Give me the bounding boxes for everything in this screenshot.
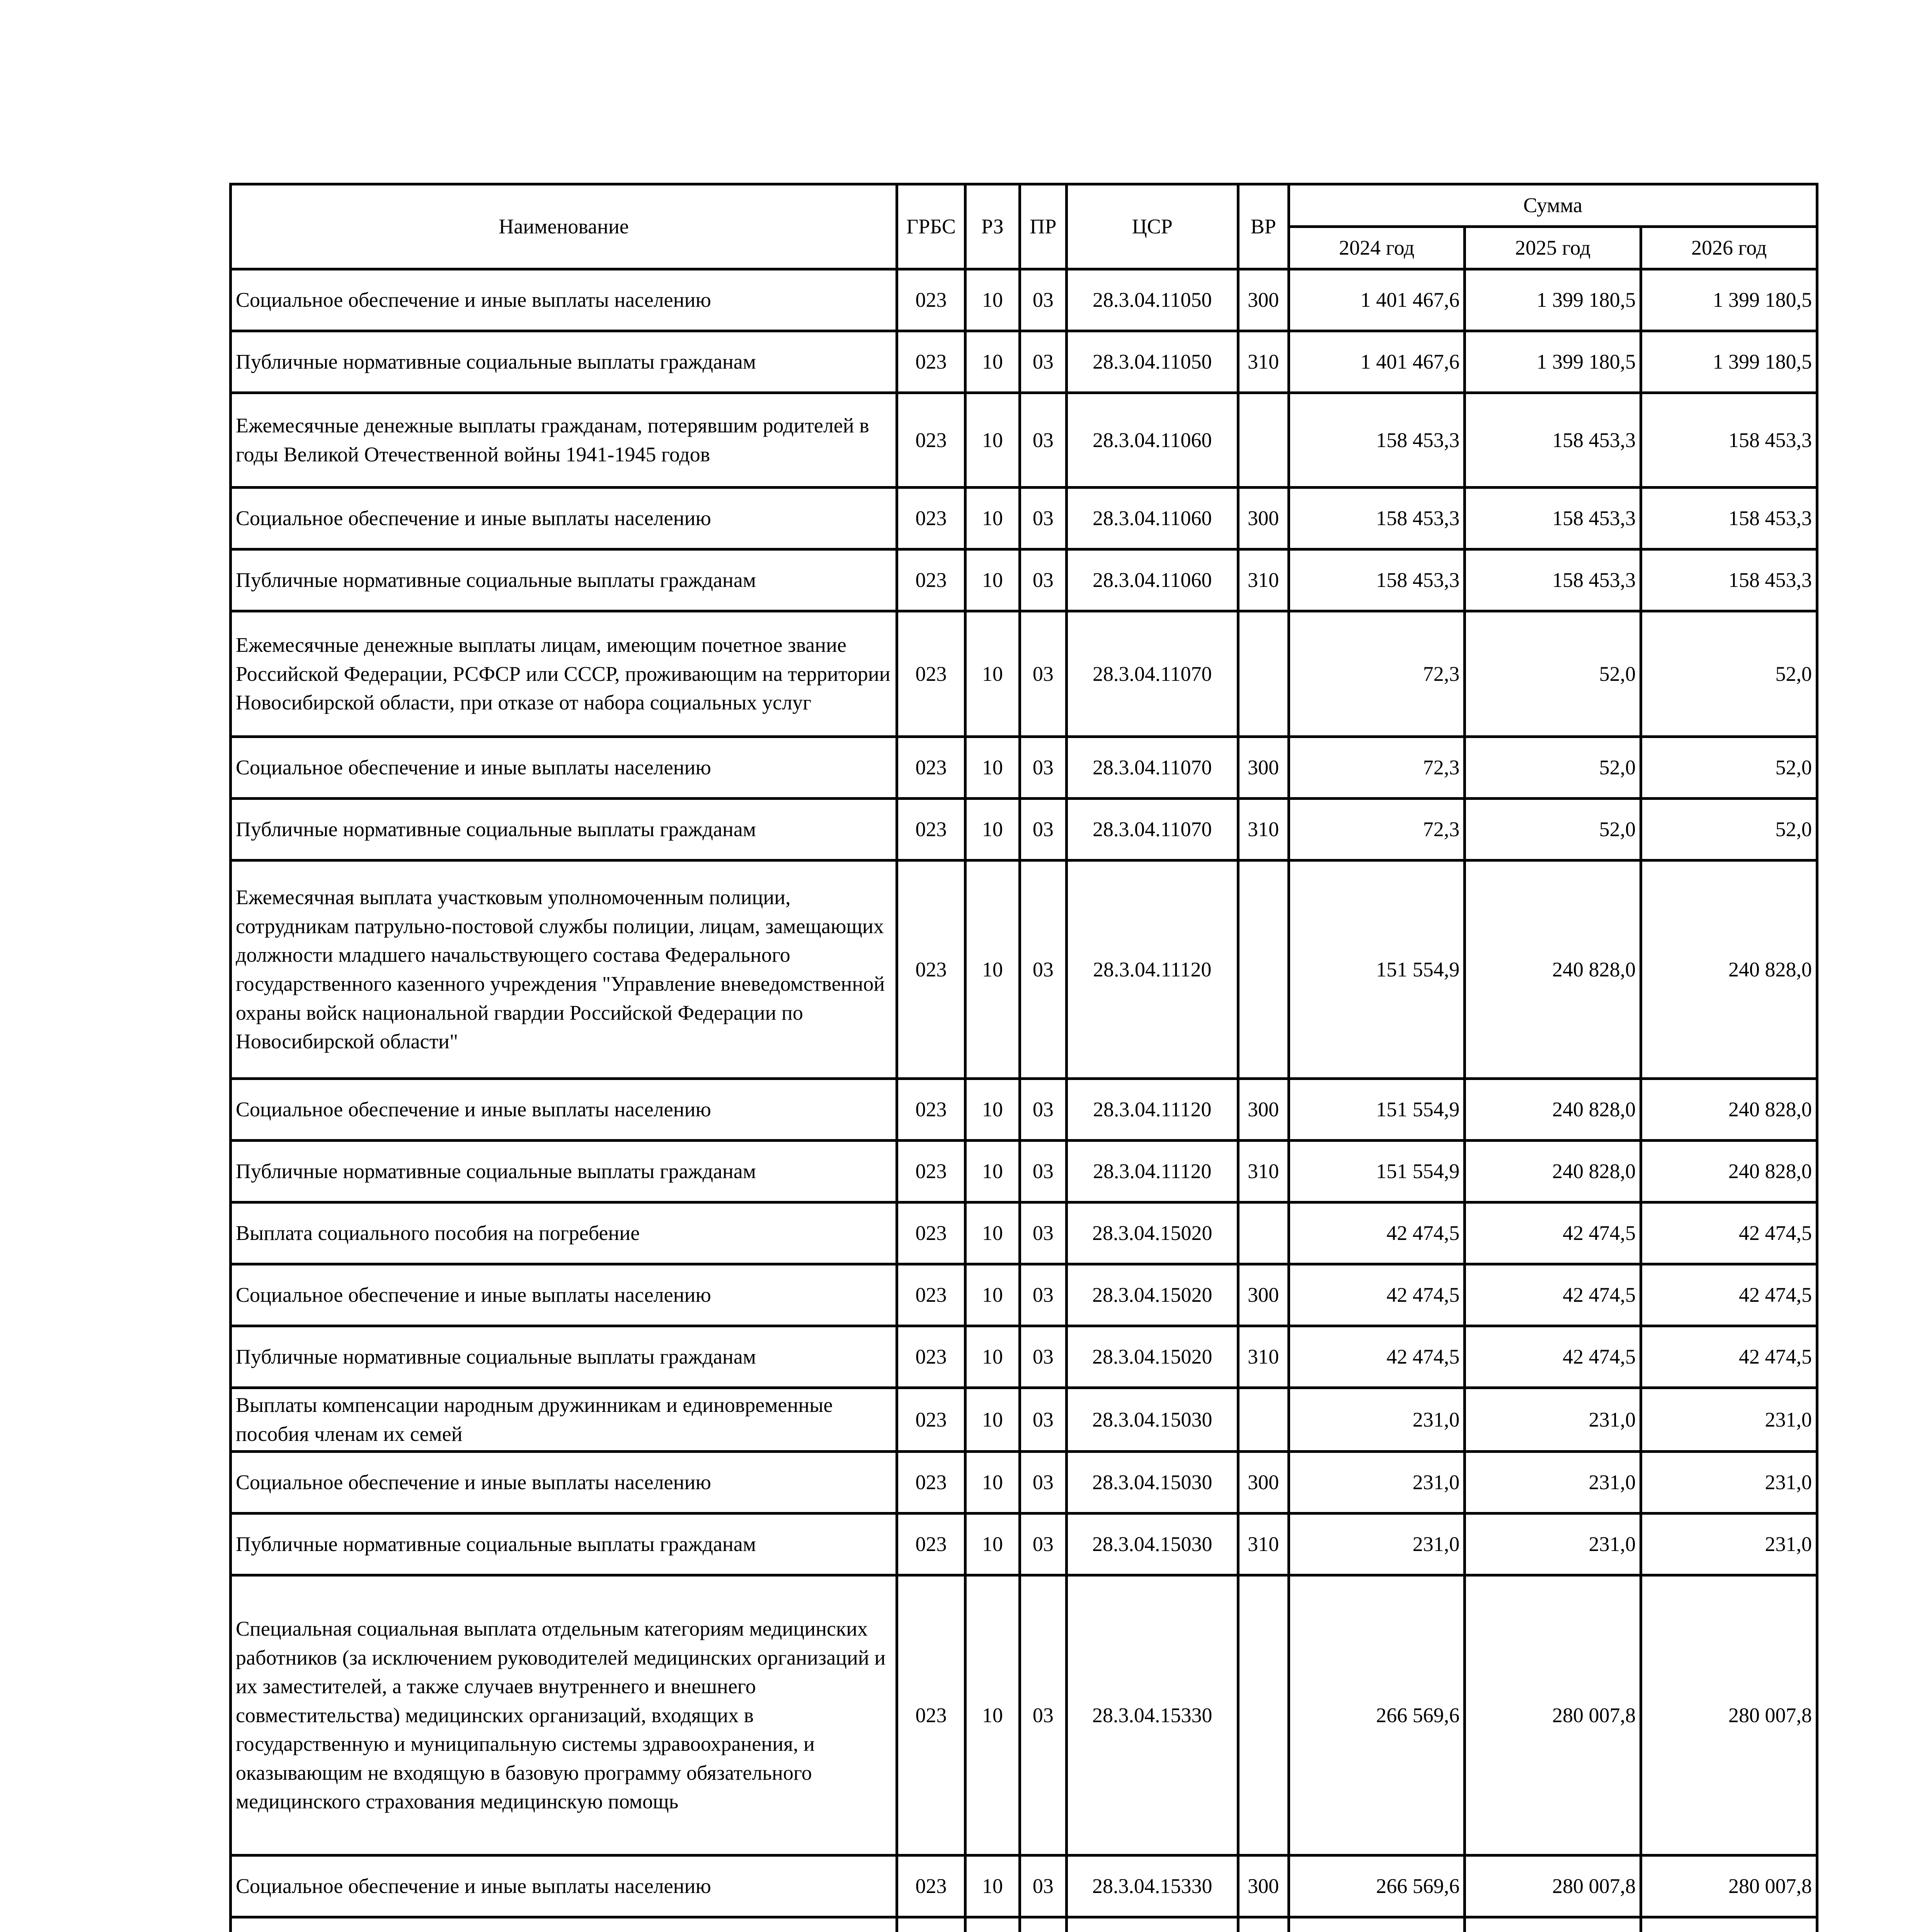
cell-csr: 28.3.04.11120 (1066, 861, 1238, 1079)
cell-name: Социальное обеспечение и иные выплаты населению (231, 488, 897, 549)
cell-grbs: 023 (897, 1264, 965, 1326)
table-row (231, 393, 1817, 488)
cell-rz: 10 (965, 331, 1020, 393)
cell-pr: 03 (1020, 799, 1066, 861)
table-row (231, 1855, 1817, 1917)
cell-vr: 300 (1238, 269, 1289, 331)
cell-grbs: 023 (897, 737, 965, 799)
cell-pr: 03 (1020, 488, 1066, 549)
cell-csr: 28.3.04.11050 (1066, 269, 1238, 331)
table-row (231, 1514, 1817, 1575)
cell-rz: 10 (965, 1575, 1020, 1855)
cell-rz: 10 (965, 861, 1020, 1079)
cell-2024: 151 554,9 (1289, 1141, 1465, 1202)
cell-2025: 231,0 (1465, 1452, 1641, 1514)
header-sum: Сумма (1289, 184, 1817, 227)
cell-2025: 52,0 (1465, 737, 1641, 799)
cell-2024: 151 554,9 (1289, 1079, 1465, 1141)
cell-2026: 280 007,8 (1641, 1855, 1817, 1917)
cell-2025: 1 399 180,5 (1465, 331, 1641, 393)
header-grbs: ГРБС (897, 184, 965, 269)
cell-pr: 03 (1020, 331, 1066, 393)
cell-2025: 42 474,5 (1465, 1202, 1641, 1264)
cell-grbs: 023 (897, 269, 965, 331)
cell-csr: 28.3.04.15030 (1066, 1514, 1238, 1575)
cell-name (231, 1917, 897, 1932)
cell-vr: 310 (1238, 1514, 1289, 1575)
cell-name: Ежемесячная выплата участковым уполномоченным полиции, сотрудникам патрульно-постовой службы полиции, лицам, замещающих должности младшего начальствующего состава Федерального государственного казенного учреждения "Управление вневедомственной охраны войск национальной гвардии Российской Федерации по Новосибирской области" (231, 861, 897, 1079)
cell-vr: 310 (1238, 1141, 1289, 1202)
cell-2024: 1 401 467,6 (1289, 269, 1465, 331)
cell-rz (965, 1917, 1020, 1932)
cell-2026: 240 828,0 (1641, 1141, 1817, 1202)
cell-2025: 1 399 180,5 (1465, 269, 1641, 331)
cell-2025: 280 007,8 (1465, 1575, 1641, 1855)
header-name: Наименование (231, 184, 897, 269)
cell-csr: 28.3.04.11120 (1066, 1079, 1238, 1141)
table-row (231, 611, 1817, 737)
cell-grbs (897, 1917, 965, 1932)
cell-grbs: 023 (897, 1202, 965, 1264)
cell-2025: 42 474,5 (1465, 1264, 1641, 1326)
table-row (231, 1079, 1817, 1141)
cell-vr (1238, 1388, 1289, 1452)
header-year-2026: 2026 год (1641, 227, 1817, 269)
cell-2025: 158 453,3 (1465, 488, 1641, 549)
cell-grbs: 023 (897, 611, 965, 737)
cell-pr: 03 (1020, 737, 1066, 799)
cell-pr: 03 (1020, 1079, 1066, 1141)
table-row (231, 269, 1817, 331)
cell-grbs: 023 (897, 799, 965, 861)
cell-vr (1238, 611, 1289, 737)
cell-grbs: 023 (897, 1514, 965, 1575)
cell-name: Ежемесячные денежные выплаты гражданам, потерявшим родителей в годы Великой Отечественной войны 1941-1945 годов (231, 393, 897, 488)
header-year-2025: 2025 год (1465, 227, 1641, 269)
cell-rz: 10 (965, 1264, 1020, 1326)
cell-2025: 231,0 (1465, 1514, 1641, 1575)
cell-2026: 1 399 180,5 (1641, 269, 1817, 331)
cell-csr: 28.3.04.15030 (1066, 1452, 1238, 1514)
cell-vr: 300 (1238, 1452, 1289, 1514)
cell-rz: 10 (965, 611, 1020, 737)
cell-2026: 42 474,5 (1641, 1202, 1817, 1264)
cell-name: Социальное обеспечение и иные выплаты населению (231, 1264, 897, 1326)
table-body (231, 269, 1817, 1932)
cell-csr: 28.3.04.15030 (1066, 1388, 1238, 1452)
cell-2026: 280 007,8 (1641, 1575, 1817, 1855)
cell-grbs: 023 (897, 1141, 965, 1202)
cell-2024: 231,0 (1289, 1452, 1465, 1514)
cell-vr (1238, 1202, 1289, 1264)
cell-csr: 28.3.04.11050 (1066, 331, 1238, 393)
cell-2025: 158 453,3 (1465, 393, 1641, 488)
table-row (231, 1575, 1817, 1855)
cell-2025: 158 453,3 (1465, 549, 1641, 611)
cell-csr: 28.3.04.15330 (1066, 1575, 1238, 1855)
cell-2026: 158 453,3 (1641, 393, 1817, 488)
cell-2024: 42 474,5 (1289, 1264, 1465, 1326)
cell-vr: 310 (1238, 331, 1289, 393)
cell-vr (1238, 1917, 1289, 1932)
cell-pr: 03 (1020, 861, 1066, 1079)
table-row (231, 549, 1817, 611)
cell-2026 (1641, 1917, 1817, 1932)
cell-vr: 310 (1238, 799, 1289, 861)
cell-2026: 158 453,3 (1641, 488, 1817, 549)
cell-csr: 28.3.04.15330 (1066, 1855, 1238, 1917)
cell-pr: 03 (1020, 1326, 1066, 1388)
table-row (231, 1326, 1817, 1388)
cell-2025: 240 828,0 (1465, 861, 1641, 1079)
cell-vr: 310 (1238, 1326, 1289, 1388)
cell-name: Публичные нормативные социальные выплаты гражданам (231, 1141, 897, 1202)
cell-csr: 28.3.04.15020 (1066, 1326, 1238, 1388)
cell-rz: 10 (965, 799, 1020, 861)
cell-2024: 158 453,3 (1289, 549, 1465, 611)
cell-pr: 03 (1020, 1202, 1066, 1264)
header-rz: РЗ (965, 184, 1020, 269)
cell-vr: 300 (1238, 1855, 1289, 1917)
cell-2026: 240 828,0 (1641, 1079, 1817, 1141)
cell-grbs: 023 (897, 1326, 965, 1388)
cell-grbs: 023 (897, 1388, 965, 1452)
cell-2025 (1465, 1917, 1641, 1932)
cell-pr: 03 (1020, 1141, 1066, 1202)
cell-2024: 42 474,5 (1289, 1202, 1465, 1264)
cell-name: Социальное обеспечение и иные выплаты населению (231, 1079, 897, 1141)
cell-2024: 231,0 (1289, 1388, 1465, 1452)
cell-2026: 42 474,5 (1641, 1326, 1817, 1388)
cell-2026: 52,0 (1641, 611, 1817, 737)
cell-pr (1020, 1917, 1066, 1932)
cell-vr (1238, 1575, 1289, 1855)
header-vr: ВР (1238, 184, 1289, 269)
cell-2025: 52,0 (1465, 799, 1641, 861)
cell-grbs: 023 (897, 393, 965, 488)
cell-name: Публичные нормативные социальные выплаты гражданам (231, 549, 897, 611)
cell-pr: 03 (1020, 1452, 1066, 1514)
cell-2024: 72,3 (1289, 799, 1465, 861)
cell-csr: 28.3.04.15020 (1066, 1264, 1238, 1326)
cell-2026: 240 828,0 (1641, 861, 1817, 1079)
cell-rz: 10 (965, 1514, 1020, 1575)
cell-rz: 10 (965, 1326, 1020, 1388)
budget-table (229, 183, 1818, 1932)
cell-2024 (1289, 1917, 1465, 1932)
header-year-2024: 2024 год (1289, 227, 1465, 269)
cell-vr: 300 (1238, 1264, 1289, 1326)
cell-pr: 03 (1020, 1388, 1066, 1452)
cell-2024: 158 453,3 (1289, 488, 1465, 549)
cell-2026: 52,0 (1641, 799, 1817, 861)
cell-2024: 72,3 (1289, 611, 1465, 737)
table-row (231, 1452, 1817, 1514)
header-pr: ПР (1020, 184, 1066, 269)
cell-2024: 158 453,3 (1289, 393, 1465, 488)
table-header (231, 184, 1817, 269)
cell-csr: 28.3.04.11060 (1066, 488, 1238, 549)
cell-name: Публичные нормативные социальные выплаты гражданам (231, 799, 897, 861)
cell-rz: 10 (965, 1079, 1020, 1141)
cell-pr: 03 (1020, 1855, 1066, 1917)
cell-rz: 10 (965, 1141, 1020, 1202)
cell-rz: 10 (965, 549, 1020, 611)
cell-rz: 10 (965, 393, 1020, 488)
cell-2025: 240 828,0 (1465, 1141, 1641, 1202)
cell-2024: 72,3 (1289, 737, 1465, 799)
cell-csr (1066, 1917, 1238, 1932)
cell-grbs: 023 (897, 1079, 965, 1141)
cell-grbs: 023 (897, 549, 965, 611)
cell-grbs: 023 (897, 1575, 965, 1855)
cell-rz: 10 (965, 1855, 1020, 1917)
cell-pr: 03 (1020, 1264, 1066, 1326)
table-row (231, 1202, 1817, 1264)
cell-2025: 280 007,8 (1465, 1855, 1641, 1917)
cell-name: Выплата социального пособия на погребение (231, 1202, 897, 1264)
cell-name: Социальное обеспечение и иные выплаты населению (231, 737, 897, 799)
cell-vr: 300 (1238, 488, 1289, 549)
cell-pr: 03 (1020, 393, 1066, 488)
cell-pr: 03 (1020, 269, 1066, 331)
table-row (231, 799, 1817, 861)
cell-name: Ежемесячные денежные выплаты лицам, имеющим почетное звание Российской Федерации, РСФСР или СССР, проживающим на территории Новосибирской области, при отказе от набора социальных услуг (231, 611, 897, 737)
cell-pr: 03 (1020, 549, 1066, 611)
cell-2026: 158 453,3 (1641, 549, 1817, 611)
cell-csr: 28.3.04.11060 (1066, 393, 1238, 488)
cell-2025: 52,0 (1465, 611, 1641, 737)
header-csr: ЦСР (1066, 184, 1238, 269)
table-row (231, 1388, 1817, 1452)
table-row (231, 1917, 1817, 1932)
cell-2026: 1 399 180,5 (1641, 331, 1817, 393)
cell-rz: 10 (965, 488, 1020, 549)
cell-csr: 28.3.04.11070 (1066, 799, 1238, 861)
table-row (231, 1264, 1817, 1326)
cell-pr: 03 (1020, 1575, 1066, 1855)
cell-rz: 10 (965, 1452, 1020, 1514)
table-row (231, 331, 1817, 393)
cell-2024: 1 401 467,6 (1289, 331, 1465, 393)
cell-2026: 231,0 (1641, 1514, 1817, 1575)
cell-name: Выплаты компенсации народным дружинникам и единовременные пособия членам их семей (231, 1388, 897, 1452)
cell-rz: 10 (965, 269, 1020, 331)
cell-2025: 42 474,5 (1465, 1326, 1641, 1388)
cell-name: Публичные нормативные социальные выплаты гражданам (231, 1326, 897, 1388)
cell-vr: 300 (1238, 1079, 1289, 1141)
cell-pr: 03 (1020, 611, 1066, 737)
cell-2024: 266 569,6 (1289, 1575, 1465, 1855)
cell-grbs: 023 (897, 1855, 965, 1917)
cell-name: Социальное обеспечение и иные выплаты населению (231, 1452, 897, 1514)
cell-2025: 231,0 (1465, 1388, 1641, 1452)
cell-vr (1238, 393, 1289, 488)
cell-vr: 310 (1238, 549, 1289, 611)
table-row (231, 1141, 1817, 1202)
cell-vr (1238, 861, 1289, 1079)
cell-rz: 10 (965, 1202, 1020, 1264)
cell-2026: 52,0 (1641, 737, 1817, 799)
cell-grbs: 023 (897, 1452, 965, 1514)
cell-name: Специальная социальная выплата отдельным категориям медицинских работников (за исключением руководителей медицинских организаций и их заместителей, а также случаев внутреннего и внешнего совместительства) медицинских организаций, входящих в государственную и муниципальную системы здравоохранения, и оказывающим не входящую в базовую программу обязательного медицинского страхования медицинскую помощь (231, 1575, 897, 1855)
cell-csr: 28.3.04.11120 (1066, 1141, 1238, 1202)
cell-2024: 266 569,6 (1289, 1855, 1465, 1917)
cell-grbs: 023 (897, 861, 965, 1079)
cell-grbs: 023 (897, 488, 965, 549)
cell-name: Публичные нормативные социальные выплаты гражданам (231, 331, 897, 393)
cell-2026: 42 474,5 (1641, 1264, 1817, 1326)
cell-rz: 10 (965, 1388, 1020, 1452)
cell-vr: 300 (1238, 737, 1289, 799)
cell-2025: 240 828,0 (1465, 1079, 1641, 1141)
cell-rz: 10 (965, 737, 1020, 799)
cell-2026: 231,0 (1641, 1452, 1817, 1514)
cell-csr: 28.3.04.11070 (1066, 737, 1238, 799)
cell-grbs: 023 (897, 331, 965, 393)
cell-csr: 28.3.04.15020 (1066, 1202, 1238, 1264)
cell-name: Социальное обеспечение и иные выплаты населению (231, 269, 897, 331)
table-row (231, 488, 1817, 549)
cell-name: Публичные нормативные социальные выплаты гражданам (231, 1514, 897, 1575)
cell-2024: 42 474,5 (1289, 1326, 1465, 1388)
cell-2026: 231,0 (1641, 1388, 1817, 1452)
cell-csr: 28.3.04.11060 (1066, 549, 1238, 611)
table-row (231, 861, 1817, 1079)
table-row (231, 737, 1817, 799)
cell-pr: 03 (1020, 1514, 1066, 1575)
cell-2024: 231,0 (1289, 1514, 1465, 1575)
cell-2024: 151 554,9 (1289, 861, 1465, 1079)
cell-csr: 28.3.04.11070 (1066, 611, 1238, 737)
cell-name: Социальное обеспечение и иные выплаты населению (231, 1855, 897, 1917)
